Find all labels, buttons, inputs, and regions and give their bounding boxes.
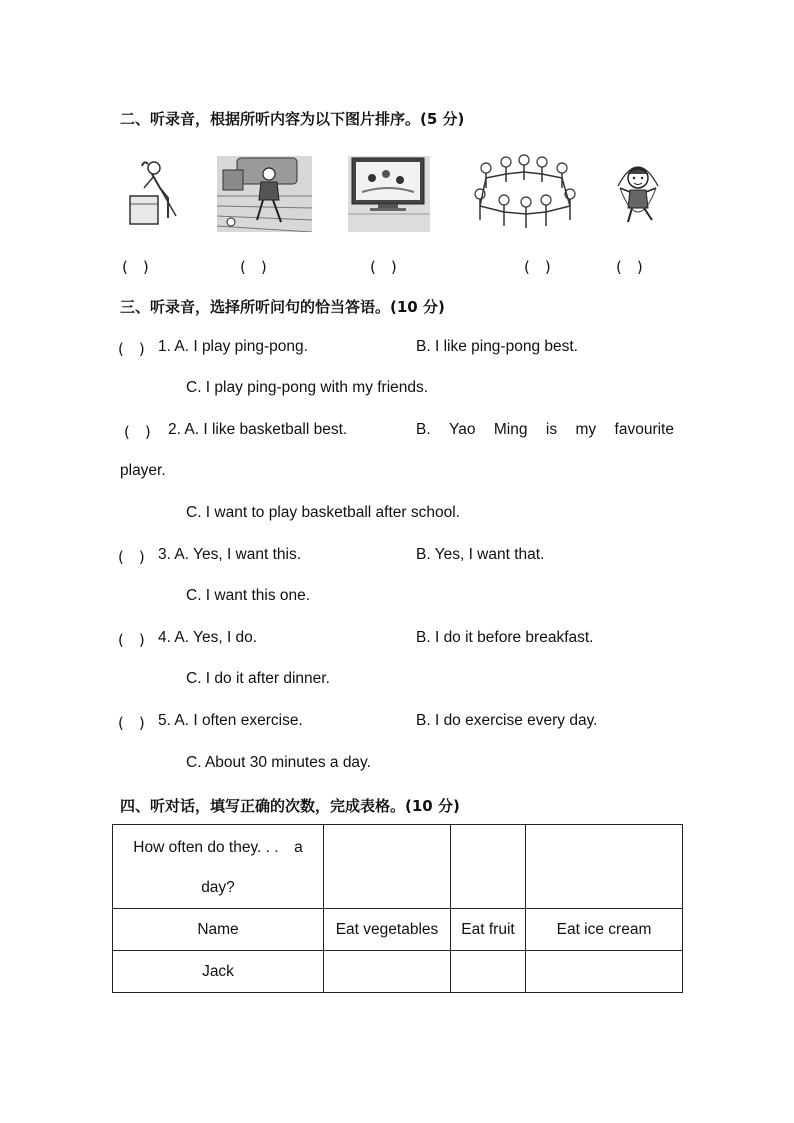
q2-option-a: 2. A. I like basketball best. (168, 421, 348, 438)
q4-option-a: 4. A. Yes, I do. (158, 629, 258, 646)
q2-option-c: C. I want to play basketball after school. (186, 504, 460, 521)
section-3-title: 三、听录音，选择所听问句的恰当答语。(10 分) (120, 298, 445, 316)
q2-option-b-word: favourite (614, 421, 674, 438)
q1-option-b: B. I like ping-pong best. (416, 338, 578, 355)
table-header-line-2: day? (201, 878, 235, 896)
q4-answer-blank[interactable]: ( ) (118, 631, 145, 649)
children-in-circle-icon (466, 154, 582, 232)
q2-option-b-word: Ming (493, 421, 528, 438)
table-column-header: Name (113, 909, 324, 951)
q2-option-b-word: Yao (449, 421, 476, 438)
q3-answer-blank[interactable]: ( ) (118, 548, 145, 566)
section-4-title: 四、听对话，填写正确的次数，完成表格。(10 分) (120, 797, 460, 815)
q1-option-a: 1. A. I play ping-pong. (158, 338, 308, 355)
q2-option-b-continued: player. (120, 462, 166, 479)
table-cell-blank[interactable] (526, 825, 683, 909)
section-2-title: 二、听录音，根据所听内容为以下图片排序。(5 分) (120, 110, 465, 128)
table-cell-blank[interactable] (526, 951, 683, 993)
q4-option-c: C. I do it after dinner. (186, 670, 330, 687)
q5-answer-blank[interactable]: ( ) (118, 714, 145, 732)
q2-option-b-word: is (545, 421, 558, 438)
table-column-header: Eat ice cream (526, 909, 683, 951)
tv-screen-icon (348, 156, 430, 232)
boy-jumping-rope-icon (612, 156, 664, 230)
table-column-header: Eat fruit (451, 909, 526, 951)
q3-option-a: 3. A. Yes, I want this. (158, 546, 302, 563)
answer-blank-3[interactable]: ( ) (370, 258, 397, 276)
table-header-question (113, 825, 324, 909)
table-cell-blank[interactable] (451, 825, 526, 909)
q5-option-b: B. I do exercise every day. (416, 712, 598, 729)
answer-blank-2[interactable]: ( ) (240, 258, 267, 276)
q2-option-b-word: my (575, 421, 597, 438)
q5-option-a: 5. A. I often exercise. (158, 712, 303, 729)
answer-blank-4[interactable]: ( ) (524, 258, 551, 276)
table-cell-name: Jack (113, 951, 324, 993)
q1-answer-blank[interactable]: ( ) (118, 340, 145, 358)
girl-in-living-room-icon (217, 156, 312, 232)
girl-lifting-box-icon (124, 158, 182, 228)
frequency-table (112, 824, 683, 993)
q4-option-b: B. I do it before breakfast. (416, 629, 594, 646)
table-cell-blank[interactable] (324, 825, 451, 909)
q1-option-c: C. I play ping-pong with my friends. (186, 379, 429, 396)
q2-option-b-word: B. (416, 421, 431, 438)
q2-answer-blank[interactable]: ( ) (124, 423, 151, 441)
table-header-line-1: How often do they. . . a (133, 838, 303, 856)
q2-option-b (416, 421, 674, 439)
table-row (113, 951, 683, 993)
table-cell-blank[interactable] (451, 951, 526, 993)
table-cell-blank[interactable] (324, 951, 451, 993)
answer-blank-5[interactable]: ( ) (616, 258, 643, 276)
q5-option-c: C. About 30 minutes a day. (186, 754, 371, 771)
q3-option-b: B. Yes, I want that. (416, 546, 545, 563)
table-column-header: Eat vegetables (324, 909, 451, 951)
answer-blank-1[interactable]: ( ) (122, 258, 149, 276)
q3-option-c: C. I want this one. (186, 587, 311, 604)
